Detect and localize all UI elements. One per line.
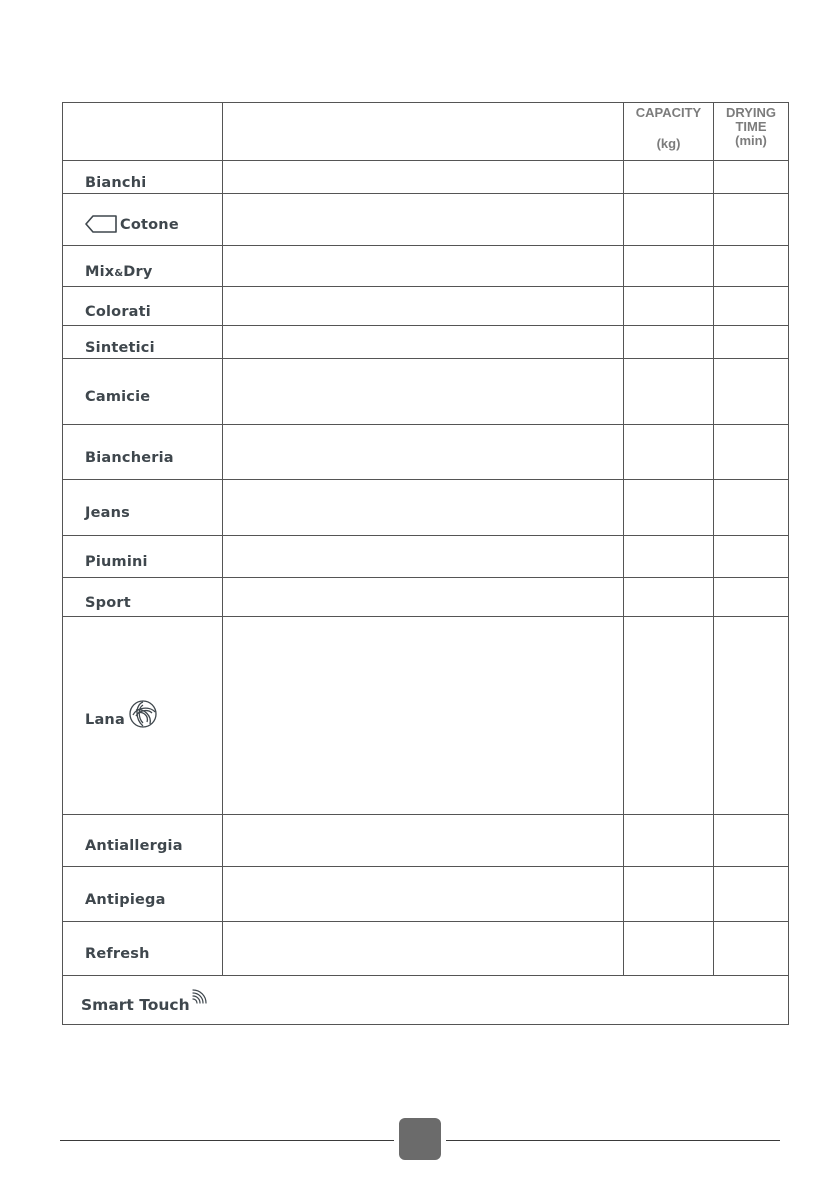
table-row — [63, 246, 789, 287]
wool-mark-icon — [128, 699, 158, 729]
capacity-cell — [624, 287, 714, 326]
program-name: Piumini — [85, 554, 148, 570]
program-name-wrap — [85, 217, 179, 233]
drying-time-cell — [714, 867, 789, 922]
program-name: Cotone — [120, 216, 179, 233]
table-row — [63, 536, 789, 578]
capacity-cell — [624, 161, 714, 194]
table-row — [63, 425, 789, 480]
smart-touch-label — [81, 996, 207, 1014]
description-cell — [223, 287, 624, 326]
program-name: Lana — [85, 711, 125, 728]
capacity-cell — [624, 194, 714, 246]
header-drying-line2: TIME — [735, 119, 767, 134]
table-row — [63, 326, 789, 359]
drying-time-cell — [714, 161, 789, 194]
program-name: Camicie — [85, 389, 151, 405]
header-capacity-unit: (kg) — [656, 136, 681, 151]
description-cell — [223, 536, 624, 578]
program-name: Antiallergia — [85, 838, 183, 854]
drying-time-cell — [714, 326, 789, 359]
footer-rule-left — [60, 1140, 394, 1141]
drying-time-cell — [714, 578, 789, 617]
table-row — [63, 867, 789, 922]
drying-time-cell — [714, 480, 789, 536]
description-cell — [223, 246, 624, 287]
program-name-cell — [63, 617, 223, 815]
program-name-part: Dry — [123, 263, 153, 280]
program-name: Refresh — [85, 946, 150, 962]
description-cell — [223, 194, 624, 246]
nfc-wave-icon — [191, 989, 207, 1005]
capacity-cell — [624, 425, 714, 480]
drying-time-cell — [714, 815, 789, 867]
description-cell — [223, 922, 624, 976]
program-name-cell — [63, 246, 223, 287]
description-cell — [223, 578, 624, 617]
smart-touch-name: Smart Touch — [81, 995, 190, 1014]
capacity-cell — [624, 922, 714, 976]
capacity-cell — [624, 815, 714, 867]
program-name-cell — [63, 194, 223, 246]
program-name-cell — [63, 359, 223, 425]
table-row — [63, 359, 789, 425]
drying-time-cell — [714, 617, 789, 815]
footer-rule-right — [446, 1140, 780, 1141]
table-row — [63, 194, 789, 246]
table-row — [63, 480, 789, 536]
drying-time-cell — [714, 536, 789, 578]
program-name-amp: & — [114, 267, 124, 279]
header-description — [223, 103, 624, 161]
capacity-cell — [624, 617, 714, 815]
program-name-part: Mix — [85, 263, 115, 280]
capacity-cell — [624, 246, 714, 287]
programs-table — [62, 102, 789, 1025]
header-capacity-label: CAPACITY — [635, 105, 702, 120]
program-name: Bianchi — [85, 174, 147, 191]
program-name: Colorati — [85, 303, 151, 320]
capacity-cell — [624, 867, 714, 922]
drying-time-cell — [714, 246, 789, 287]
program-name-cell — [63, 425, 223, 480]
program-name-cell — [63, 480, 223, 536]
capacity-cell — [624, 326, 714, 359]
header-drying-line3: (min) — [735, 133, 767, 148]
program-name-cell — [63, 161, 223, 194]
table-row — [63, 815, 789, 867]
header-program — [63, 103, 223, 161]
header-drying-line1: DRYING — [725, 105, 777, 120]
table-row — [63, 578, 789, 617]
smart-touch-cell — [63, 976, 789, 1025]
capacity-cell — [624, 536, 714, 578]
description-cell — [223, 815, 624, 867]
drying-time-cell — [714, 425, 789, 480]
capacity-cell — [624, 480, 714, 536]
description-cell — [223, 326, 624, 359]
header-row — [63, 103, 789, 161]
description-cell — [223, 425, 624, 480]
program-name: Sport — [85, 594, 131, 611]
program-name: Antipiega — [85, 891, 166, 908]
table-row — [63, 287, 789, 326]
drying-time-cell — [714, 194, 789, 246]
table-row — [63, 161, 789, 194]
program-name-cell — [63, 922, 223, 976]
header-drying-time — [714, 103, 789, 161]
description-cell — [223, 161, 624, 194]
drying-time-cell — [714, 922, 789, 976]
capacity-cell — [624, 578, 714, 617]
page-number-badge — [399, 1118, 441, 1160]
header-capacity — [624, 103, 714, 161]
tag-icon — [85, 215, 117, 233]
table-row — [63, 922, 789, 976]
program-name-cell — [63, 815, 223, 867]
program-name: Sintetici — [85, 339, 155, 356]
description-cell — [223, 480, 624, 536]
program-name-cell — [63, 867, 223, 922]
program-name-cell — [63, 578, 223, 617]
program-name-cell — [63, 536, 223, 578]
program-name-wrap — [85, 712, 158, 728]
program-name-cell — [63, 326, 223, 359]
description-cell — [223, 359, 624, 425]
program-name — [85, 264, 153, 280]
program-name: Biancheria — [85, 449, 174, 466]
drying-time-cell — [714, 287, 789, 326]
program-name: Jeans — [85, 505, 130, 521]
program-name-cell — [63, 287, 223, 326]
description-cell — [223, 617, 624, 815]
smart-touch-row — [63, 976, 789, 1025]
capacity-cell — [624, 359, 714, 425]
description-cell — [223, 867, 624, 922]
table-row — [63, 617, 789, 815]
drying-time-cell — [714, 359, 789, 425]
